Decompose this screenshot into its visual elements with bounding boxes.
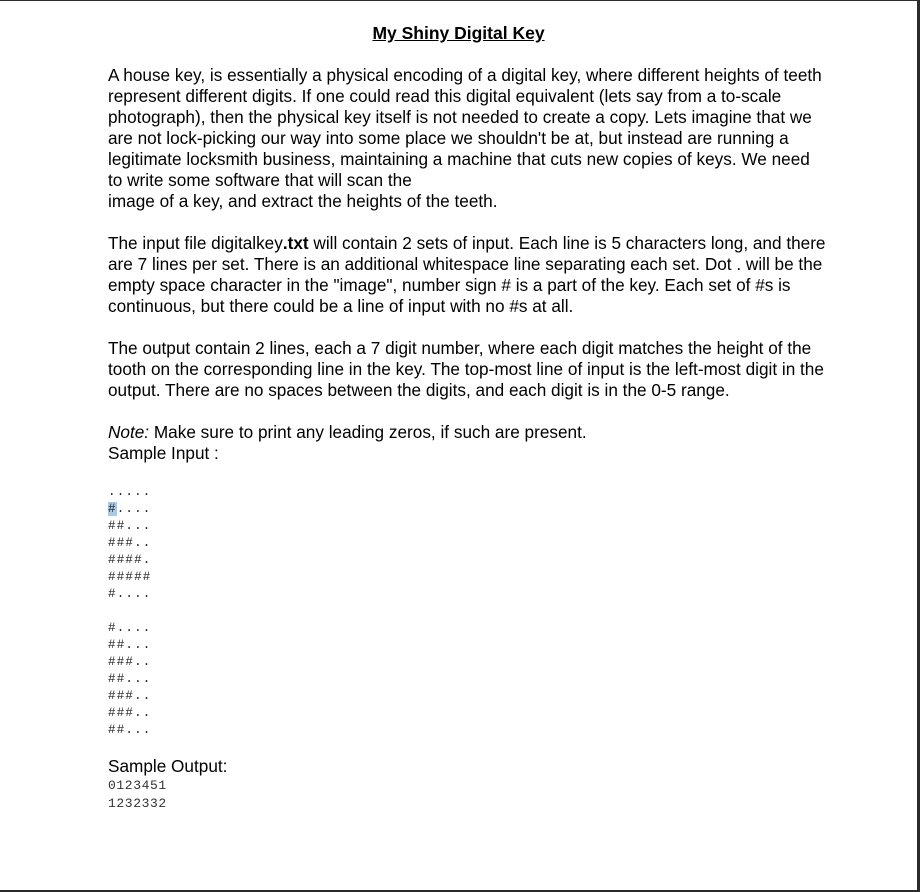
code-line: ##...: [108, 638, 152, 652]
sample-input-label: Sample Input :: [108, 443, 219, 463]
paragraph-intro: [108, 65, 828, 191]
code-line: #....: [108, 621, 152, 635]
document-page: [0, 1, 917, 890]
input-desc-prefix: The input file digitalkey: [108, 233, 283, 253]
code-line: ###..: [108, 706, 152, 720]
output-line: 0123451: [108, 778, 167, 793]
sample-input-set-1: [108, 484, 828, 603]
code-line: ###..: [108, 655, 152, 669]
sample-input-set-2: [108, 620, 828, 739]
sample-output: [108, 777, 828, 813]
paragraph-input-description: [108, 233, 828, 317]
code-line: ##...: [108, 519, 152, 533]
output-line: 1232332: [108, 796, 167, 811]
sample-input: [108, 484, 828, 739]
code-line: ##...: [108, 672, 152, 686]
document-title: My Shiny Digital Key: [372, 23, 545, 43]
note-text: Make sure to print any leading zeros, if such are present.: [149, 422, 587, 442]
code-line: #....: [108, 587, 152, 601]
input-desc-extension: .txt: [282, 233, 309, 253]
note-label: Note:: [108, 422, 150, 442]
code-line-rest: ....: [116, 502, 152, 516]
code-line: #####: [108, 570, 152, 584]
input-desc-suffix: will contain 2 sets of input. Each line is 5 characters long, and there are 7 lines per set. There is an additional whitespace line separating each set. Dot . will be the empty space character in the "image", number sign # is a part of the key. Each set of #s is continuous, but there could be a line of input with no #s at all.: [108, 233, 826, 316]
code-line: [108, 501, 828, 518]
text-selection-highlight: #: [108, 502, 117, 516]
code-line: ####.: [108, 553, 152, 567]
code-line: ##...: [108, 723, 152, 737]
paragraph-output-description: The output contain 2 lines, each a 7 digit number, where each digit matches the height of the tooth on the corresponding line in the key. The top-most line of input is the left-most digit in the output. There are no spaces between the digits, and each digit is in the 0-5 range.: [108, 338, 824, 400]
code-line: .....: [108, 485, 152, 499]
code-line: ###..: [108, 536, 152, 550]
note-line: [108, 422, 828, 443]
paragraph-intro-last-line: image of a key, and extract the heights of the teeth.: [108, 191, 498, 211]
sample-output-label: Sample Output:: [108, 756, 228, 776]
paragraph-intro-text: A house key, is essentially a physical encoding of a digital key, where different heights of teeth represent different digits. If one could read this digital equivalent (lets say from a to-scale photograph), then the physical key itself is not needed to create a copy. Lets imagine that we are not lock-picking our way into some place we shouldn't be at, but instead are running a legitimate locksmith business, maintaining a machine that cuts new copies of keys. We need to write some software that will scan the: [108, 65, 822, 190]
code-line: ###..: [108, 689, 152, 703]
document-body: [108, 65, 828, 813]
